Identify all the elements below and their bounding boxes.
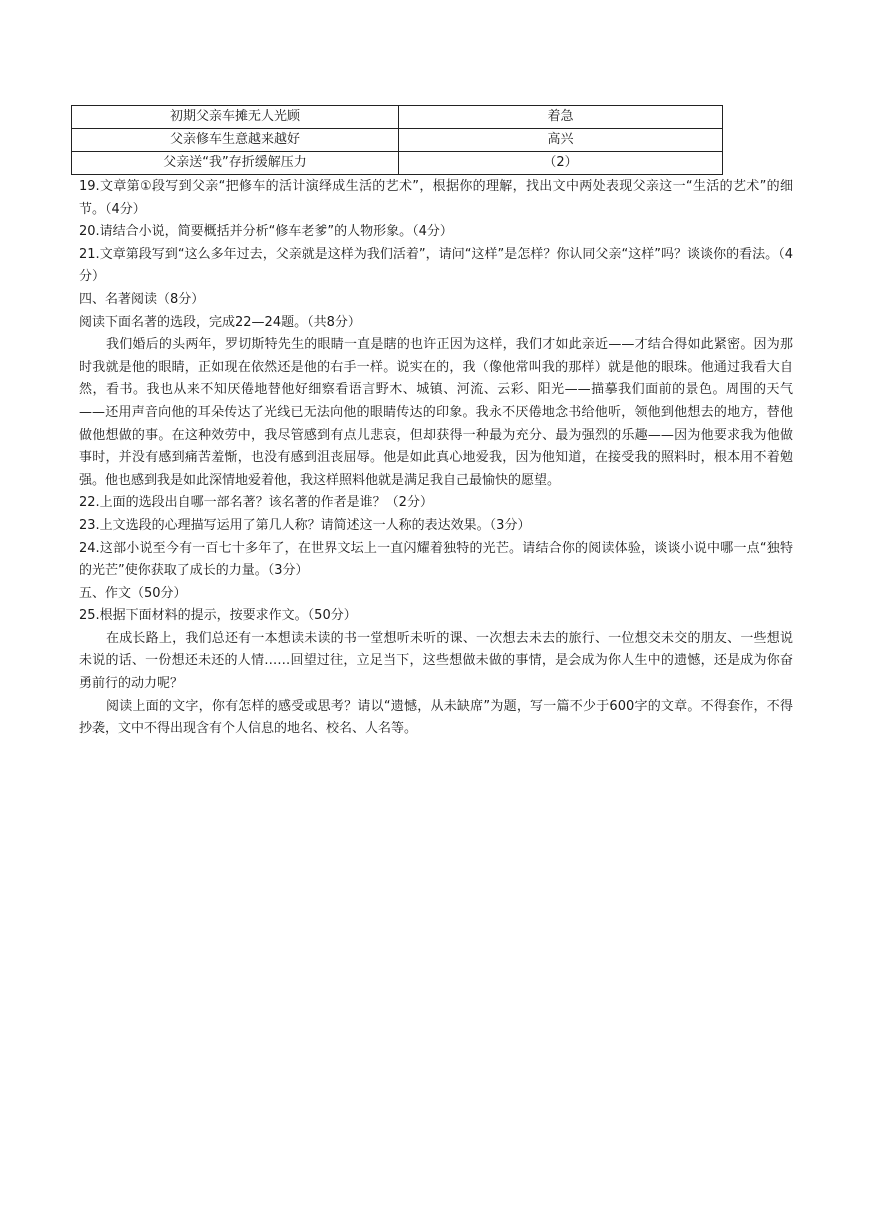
question-20: 20.请结合小说，简要概括并分析“修车老爹”的人物形象。（4分）	[79, 224, 453, 240]
question-22: 22.上面的选段出自哪一部名著？该名著的作者是谁？（2分）	[79, 495, 433, 511]
table-cell: 初期父亲车摊无人光顾	[72, 106, 399, 129]
answer-table	[71, 105, 723, 175]
table-row	[72, 106, 723, 129]
novel-excerpt: 我们婚后的头两年，罗切斯特先生的眼睛一直是瞎的也许正因为这样，我们才如此亲近——才结合得如此紧密。因为那时我就是他的眼睛，正如现在依然还是他的右手一样。说实在的，我（像他常叫我的那样）就是他的眼珠。他通过我看大自然，看书。我也从来不知厌倦地替他好细察看语言野木、城镇、河流、云彩、阳光——描摹我们面前的景色。周围的天气——还用声音向他的耳朵传达了光线已无法向他的眼睛传达的印象。我永不厌倦地念书给他听，领他到他想去的地方，替他做他想做的事。在这种效劳中，我尽管感到有点儿悲哀，但却获得一种最为充分、最为强烈的乐趣——因为他要求我为他做事时，并没有感到痛苦羞惭，也没有感到沮丧屈辱。他是如此真心地爱我，因为他知道，在接受我的照料时，根本用不着勉强。他也感到我是如此深情地爱着他，我这样照料他就是满足我自己最愉快的愿望。	[79, 337, 793, 488]
exam-content	[79, 176, 793, 741]
table-cell: （2）	[399, 152, 723, 175]
question-24: 24.这部小说至今有一百七十多年了，在世界文坛上一直闪耀着独特的光芒。请结合你的阅读体验，谈谈小说中哪一点“独特的光芒”使你获取了成长的力量。（3分）	[79, 540, 793, 579]
section-heading-5: 五、作文（50分）	[79, 585, 187, 601]
table-cell: 高兴	[399, 129, 723, 152]
table-cell: 着急	[399, 106, 723, 129]
table-cell: 父亲送“我”存折缓解压力	[72, 152, 399, 175]
section-heading-4: 四、名著阅读（8分）	[79, 291, 205, 307]
question-21: 21.文章第段写到“这么多年过去，父亲就是这样为我们活着”，请问“这样”是怎样？你认同父亲“这样”吗？谈谈你的看法。（4分）	[79, 246, 793, 285]
essay-material: 在成长路上，我们总还有一本想读未读的书一堂想听未听的课、一次想去未去的旅行、一位想交未交的朋友、一些想说未说的话、一份想还未还的人情……回望过往，立足当下，这些想做未做的事情，是会成为你人生中的遗憾，还是成为你奋勇前行的动力呢？	[79, 630, 793, 692]
table-row	[72, 129, 723, 152]
table-cell: 父亲修车生意越来越好	[72, 129, 399, 152]
question-25: 25.根据下面材料的提示，按要求作文。（50分）	[79, 608, 357, 624]
table-row	[72, 152, 723, 175]
question-19: 19.文章第①段写到父亲“把修车的活计演绎成生活的艺术”，根据你的理解，找出文中两处表现父亲这一“生活的艺术”的细节。（4分）	[79, 179, 793, 217]
question-23: 23.上文选段的心理描写运用了第几人称？请简述这一人称的表达效果。（3分）	[79, 517, 531, 533]
section-instruction-4: 阅读下面名著的选段，完成22—24题。（共8分）	[79, 314, 361, 330]
essay-task: 阅读上面的文字，你有怎样的感受或思考？请以“遗憾，从未缺席”为题，写一篇不少于600字的文章。不得套作，不得抄袭，文中不得出现含有个人信息的地名、校名、人名等。	[79, 698, 793, 737]
